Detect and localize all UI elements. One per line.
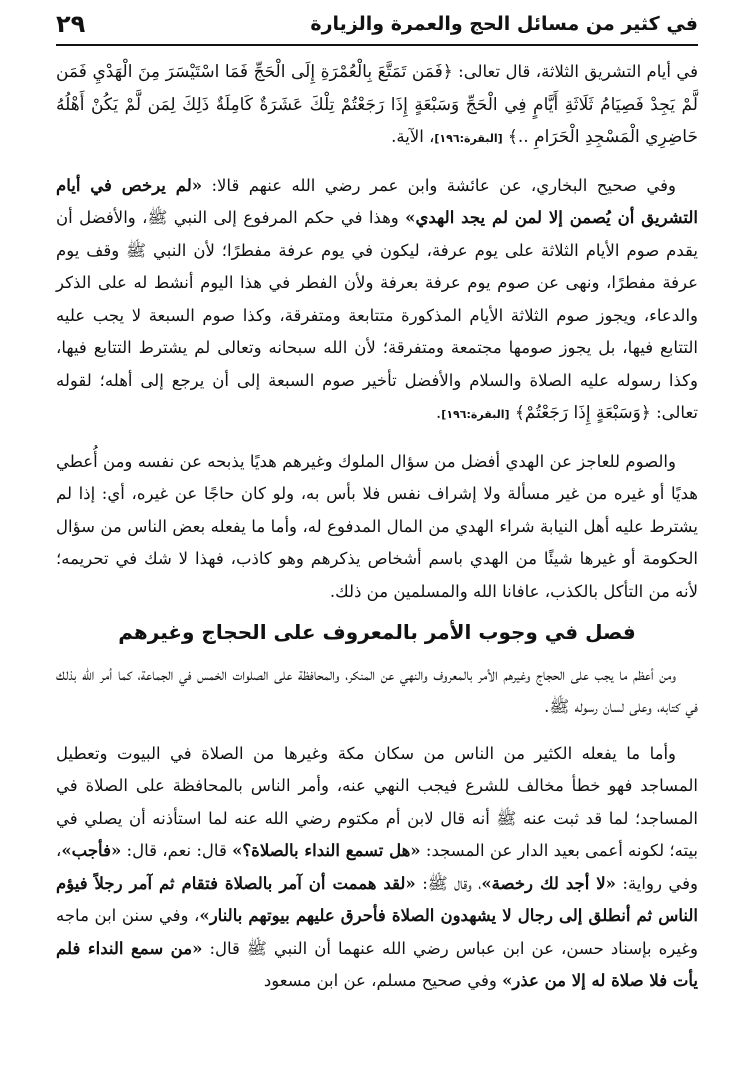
hadith-quote: «من سمع النداء فلم يأت فلا صلاة له إلا من عذر»	[56, 938, 698, 990]
paragraph-text: وفي صحيح مسلم، عن ابن مسعود	[263, 971, 497, 990]
quran-verse: ﴿وَسَبْعَةٍ إِذَا رَجَعْتُمْ﴾	[514, 403, 651, 423]
page-body	[56, 56, 698, 998]
paragraph-intro: في أيام التشريق الثلاثة، قال تعالى:	[458, 62, 699, 81]
paragraph-text: قال: نعم، قال:	[126, 841, 227, 860]
paragraph-tail: .	[436, 403, 442, 422]
paragraph-bukhari	[56, 170, 698, 432]
running-title: في كثير من مسائل الحج والعمرة والزيارة	[310, 13, 698, 35]
quran-verse: ﴿فَمَن تَمَتَّعَ بِالْعُمْرَةِ إِلَى الْحَجِّ فَمَا اسْتَيْسَرَ مِنَ الْهَدْيِ فَمَن لَّمْ يَجِدْ فَصِيَامُ ثَلَاثَةِ أَيَّامٍ فِي الْحَجِّ وَسَبْعَةٍ إِذَا رَجَعْتُمْ تِلْكَ عَشَرَةٌ كَامِلَةٌ ذَلِكَ لِمَن لَّمْ يَكُنْ أَهْلُهُ حَاضِرِي الْمَسْجِدِ الْحَرَامِ ..﴾	[56, 62, 698, 147]
paragraph-congregational-prayer	[56, 738, 698, 998]
hadith-quote: «فأجب»	[61, 841, 122, 860]
verse-reference: [البقرة:١٩٦]	[434, 132, 503, 145]
page-number: ٢٩	[56, 10, 86, 38]
paragraph-tail: ، الآية.	[391, 127, 435, 146]
hadith-quote: «هل تسمع النداء بالصلاة؟»	[232, 841, 421, 860]
paragraph-text: ومن أعظم ما يجب على الحجاج وغيرهم الأمر بالمعروف والنهي عن المنكر، والمحافظة على الصلوات الخمس في الجماعة، كما أمر الله بذلك في كتابه، وعلى لسان رسوله ﷺ.	[56, 664, 698, 716]
hadith-quote: «لم يرخص في أيام التشريق أن يُصمن إلا لمن لم يجد الهدي»	[56, 175, 698, 227]
paragraph-text: وهذا في حكم المرفوع إلى النبي ﷺ، والأفضل أن يقدم صوم الأيام الثلاثة على يوم عرفة، ليكون في يوم عرفة مفطرًا؛ لأن النبي ﷺ وقف يوم عرفة مفطرًا، ونهى عن صوم يوم عرفة بعرفة ولأن الفطر في هذا اليوم أنشط له على الذكر والدعاء، ويجوز صوم الثلاثة الأيام المذكورة متتابعة ومتفرقة، وكذا صوم السبعة لا يجب عليه التتابع فيها، بل يجوز صومها مجتمعة ومتفرقة؛ لأن الله سبحانه وتعالى لم يشترط التتابع فيها، وكذا رسوله عليه الصلاة والسلام والأفضل تأخير صوم السبعة إلى أن يرجع إلى أهله؛ لقوله تعالى:	[56, 208, 698, 422]
paragraph-text: ، وقال ﷺ:	[422, 873, 482, 893]
paragraph-text: وفي صحيح البخاري، عن عائشة وابن عمر رضي الله عنهم قالا:	[211, 175, 677, 195]
header-divider	[56, 44, 698, 46]
book-page	[56, 0, 698, 1084]
hadith-quote: «لقد هممت أن آمر بالصلاة فتقام ثم آمر رجلاً فيؤم الناس ثم أنطلق إلى رجال لا يشهدون الصلاة فأحرق عليهم بيوتهم بالنار»	[56, 873, 698, 925]
paragraph-fasting-alternative	[56, 446, 698, 609]
paragraph-text: ، وفي رواية:	[56, 841, 698, 893]
paragraph-verse-tamattu	[56, 56, 698, 156]
paragraph-text: وأما ما يفعله الكثير من الناس من سكان مكة وغيرها من الصلاة في البيوت وتعطيل المساجد فهو خطأ مخالف للشرع فيجب النهي عنه، وأمر الناس بالمحافظة على الصلاة في المساجد؛ لما قد ثبت عنه ﷺ أنه قال لابن أم مكتوم رضي الله عنه لما استأذنه أن يصلي في بيته؛ لكونه أعمى بعيد الدار عن المسجد:	[56, 743, 699, 860]
paragraph-text: والصوم للعاجز عن الهدي أفضل من سؤال الملوك وغيرهم هديًا يذبحه عن نفسه ومن أُعطي هديًا أو غيره من غير مسألة ولا إشراف نفس فلا بأس به، ولو كان حاجًا عن غيره، أي: إذا لم يشترط عليه أهل النيابة شراء الهدي من المال المدفوع له، وأما ما يفعله بعض الناس من سؤال الحكومة أو غيرها شيئًا من الهدي باسم أشخاص يذكرهم وهو كاذب، فهذا لا شك في تحريمه؛ لأنه من التأكل بالكذب، عافانا الله والمسلمين من ذلك.	[56, 451, 698, 601]
verse-reference: [البقرة:١٩٦]	[441, 408, 510, 421]
running-header	[56, 4, 698, 44]
paragraph-text: ، وفي سنن ابن ماجه وغيره بإسناد حسن، عن ابن عباس رضي الله عنهما أن النبي ﷺ قال:	[56, 906, 698, 958]
hadith-quote: «لا أجد لك رخصة»	[481, 873, 616, 893]
paragraph-enjoining-good	[56, 659, 698, 724]
section-heading: فصل في وجوب الأمر بالمعروف على الحجاج وغيرهم	[118, 620, 636, 644]
